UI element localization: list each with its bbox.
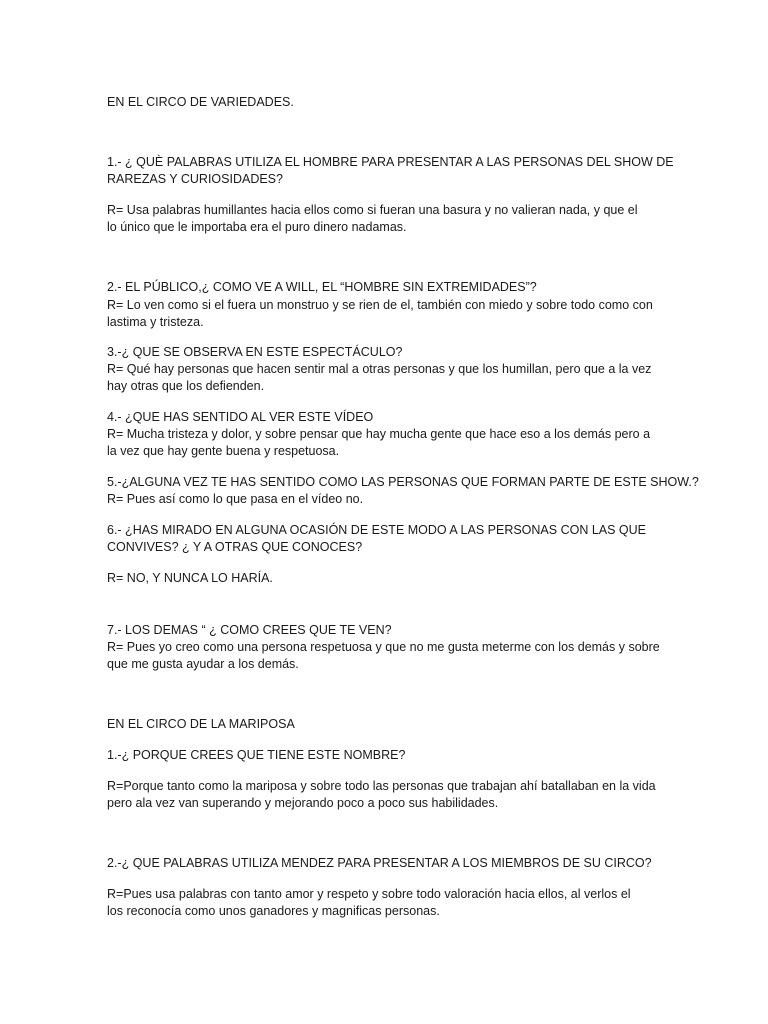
answer-1-line-1: R= Usa palabras humillantes hacia ellos como si fueran una basura y no valieran nada, y que el [107,203,638,217]
answer-6-line-1: R= NO, Y NUNCA LO HARÍA. [107,571,273,585]
answer-5-line-1: R= Pues así como lo que pasa en el vídeo no. [107,492,364,506]
answer-7-line-2: que me gusta ayudar a los demás. [107,657,299,671]
answer-8-line-2: pero ala vez van superando y mejorando poco a poco sus habilidades. [107,796,499,810]
answer-2-line-1: R= Lo ven como si el fuera un monstruo y se rien de el, también con miedo y sobre todo como con [107,298,653,312]
question-2-line-1: 2.- EL PÚBLICO,¿ COMO VE A WILL, EL “HOMBRE SIN EXTREMIDADES”? [107,280,537,294]
answer-9-line-1: R=Pues usa palabras con tanto amor y respeto y sobre todo valoración hacia ellos, al verlos el [107,887,631,901]
answer-3-line-1: R= Qué hay personas que hacen sentir mal a otras personas y que los humillan, pero que a la vez [107,362,652,376]
answer-9-line-2: los reconocía como unos ganadores y magnificas personas. [107,904,440,918]
answer-4-line-2: la vez que hay gente buena y respetuosa. [107,444,340,458]
answer-8-line-1: R=Porque tanto como la mariposa y sobre todo las personas que trabajan ahí batallaban en la vida [107,779,656,793]
question-6-line-2: CONVIVES? ¿ Y A OTRAS QUE CONOCES? [107,540,363,554]
question-6-line-1: 6.- ¿HAS MIRADO EN ALGUNA OCASIÓN DE ESTE MODO A LAS PERSONAS CON LAS QUE [107,523,647,537]
answer-1-line-2: lo único que le importaba era el puro dinero nadamas. [107,220,407,234]
question-8-line-1: 1.-¿ PORQUE CREES QUE TIENE ESTE NOMBRE? [107,748,406,762]
question-5-line-1: 5.-¿ALGUNA VEZ TE HAS SENTIDO COMO LAS PERSONAS QUE FORMAN PARTE DE ESTE SHOW.? [107,475,699,489]
answer-2-line-2: lastima y tristeza. [107,315,204,329]
answer-4-line-1: R= Mucha tristeza y dolor, y sobre pensar que hay mucha gente que hace eso a los demás pero a [107,427,651,441]
question-7-line-1: 7.- LOS DEMAS “ ¿ COMO CREES QUE TE VEN? [107,623,392,637]
heading-circo-mariposa: EN EL CIRCO DE LA MARIPOSA [107,717,295,731]
heading-circo-variedades: EN EL CIRCO DE VARIEDADES. [107,95,294,109]
question-4-line-1: 4.- ¿QUE HAS SENTIDO AL VER ESTE VÍDEO [107,410,374,424]
question-1-line-2: RAREZAS Y CURIOSIDADES? [107,172,283,186]
question-9-line-1: 2.-¿ QUE PALABRAS UTILIZA MENDEZ PARA PRESENTAR A LOS MIEMBROS DE SU CIRCO? [107,856,652,870]
answer-7-line-1: R= Pues yo creo como una persona respetuosa y que no me gusta meterme con los demás y sobre [107,640,660,654]
question-3-line-1: 3.-¿ QUE SE OBSERVA EN ESTE ESPECTÁCULO? [107,345,403,359]
question-1-line-1: 1.- ¿ QUÈ PALABRAS UTILIZA EL HOMBRE PARA PRESENTAR A LAS PERSONAS DEL SHOW DE [107,155,674,169]
answer-3-line-2: hay otras que los defienden. [107,379,265,393]
